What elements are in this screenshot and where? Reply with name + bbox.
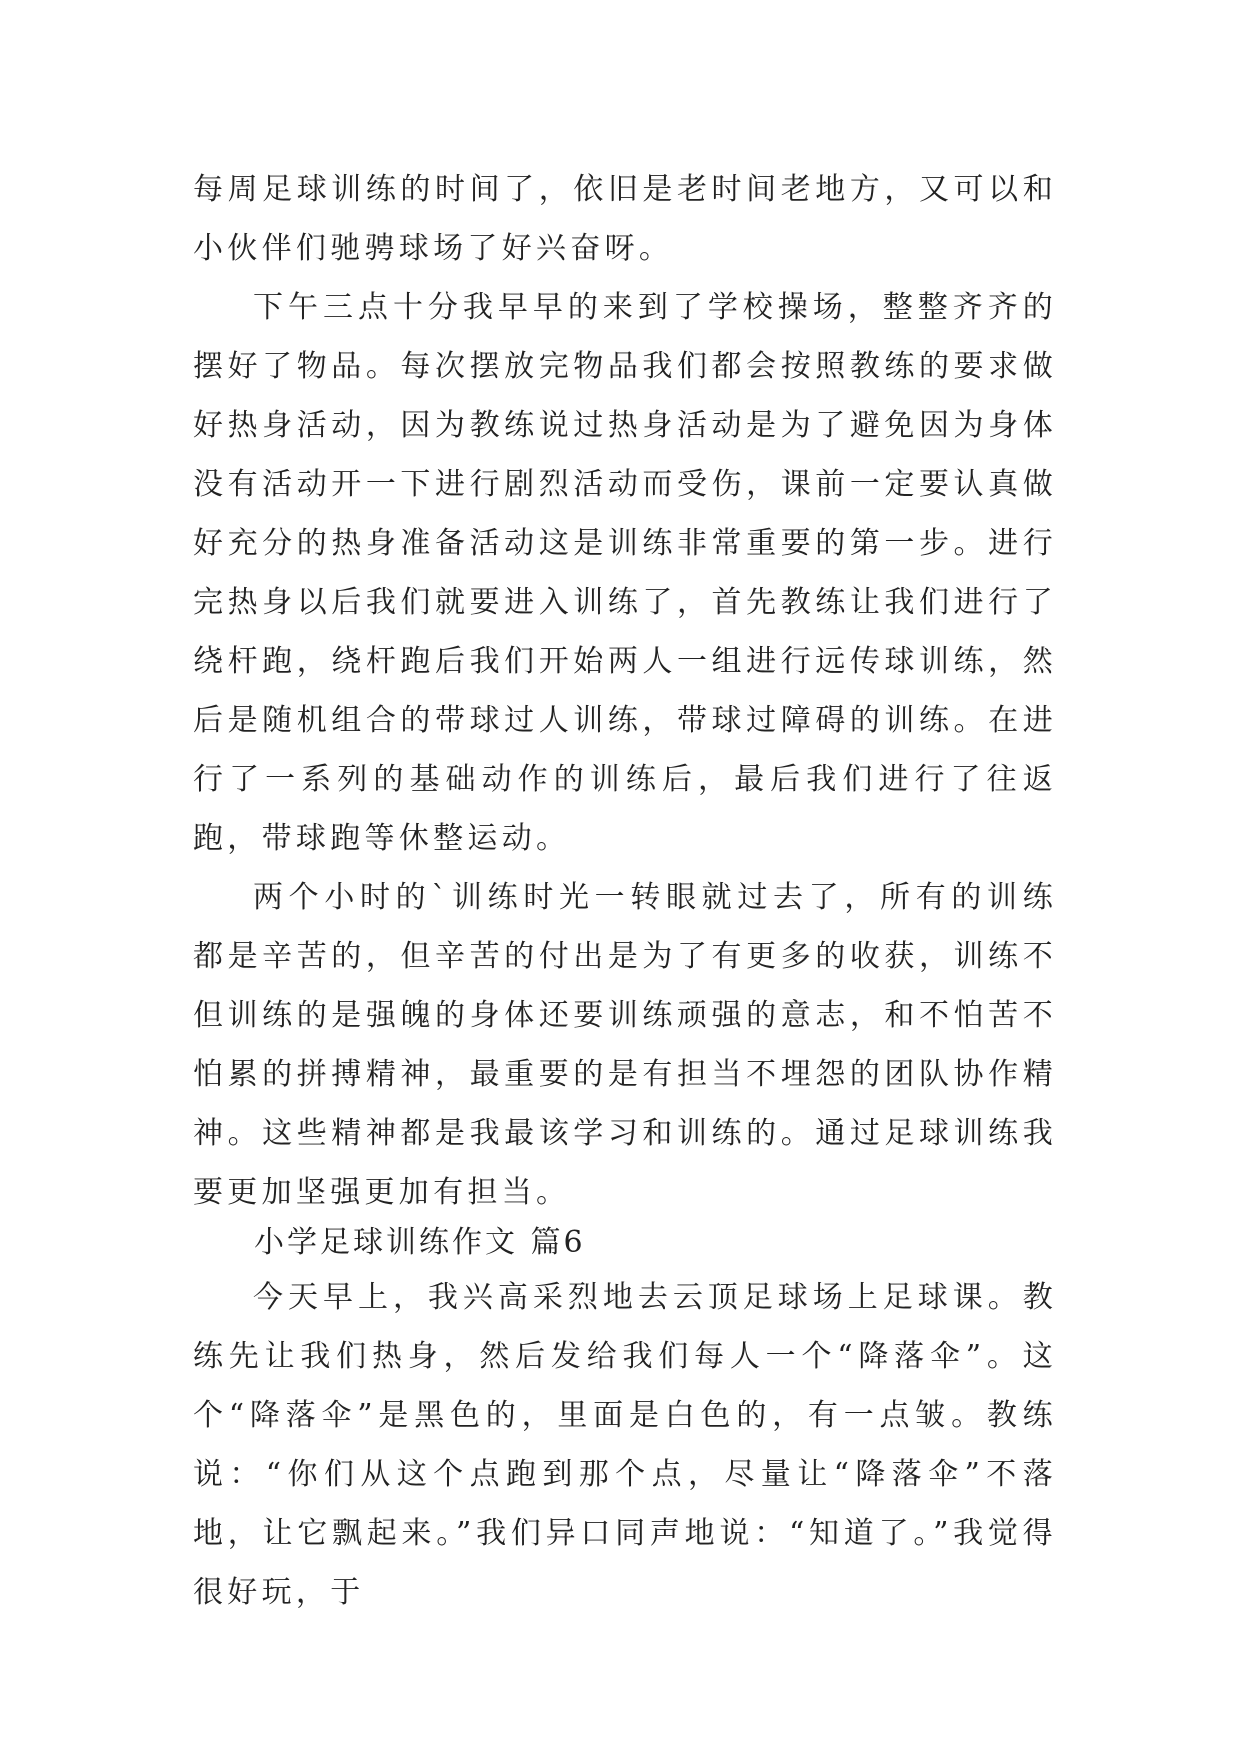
- essay-body-part2: [193, 1268, 1057, 1622]
- paragraph-warmup-training: 下午三点十分我早早的来到了学校操场，整整齐齐的摆好了物品。每次摆放完物品我们都会按照教练的要求做好热身活动，因为教练说过热身活动是为了避免因为身体没有活动开一下进行剧烈活动而受伤，课前一定要认真做好充分的热身准备活动这是训练非常重要的第一步。进行完热身以后我们就要进入训练了，首先教练让我们进行了绕杆跑，绕杆跑后我们开始两人一组进行远传球训练，然后是随机组合的带球过人训练，带球过障碍的训练。在进行了一系列的基础动作的训练后，最后我们进行了往返跑，带球跑等休整运动。: [193, 290, 1057, 856]
- section-heading: 小学足球训练作文 篇6: [254, 1225, 586, 1260]
- paragraph-continuation: 每周足球训练的时间了，依旧是老时间老地方，又可以和小伙伴们驰骋球场了好兴奋呀。: [193, 172, 1057, 266]
- essay-body-part1: [193, 160, 1057, 1222]
- paragraph-reflection: 两个小时的`训练时光一转眼就过去了，所有的训练都是辛苦的，但辛苦的付出是为了有更多的收获，训练不但训练的是强魄的身体还要训练顽强的意志，和不怕苦不怕累的拼搏精神，最重要的是有担当不埋怨的团队协作精神。这些精神都是我最该学习和训练的。通过足球训练我要更加坚强更加有担当。: [193, 880, 1057, 1210]
- paragraph-parachute-lesson: 今天早上，我兴高采烈地去云顶足球场上足球课。教练先让我们热身，然后发给我们每人一个“降落伞”。这个“降落伞”是黑色的，里面是白色的，有一点皱。教练说：“你们从这个点跑到那个点，尽量让“降落伞”不落地，让它飘起来。”我们异口同声地说：“知道了。”我觉得很好玩，于: [193, 1280, 1057, 1610]
